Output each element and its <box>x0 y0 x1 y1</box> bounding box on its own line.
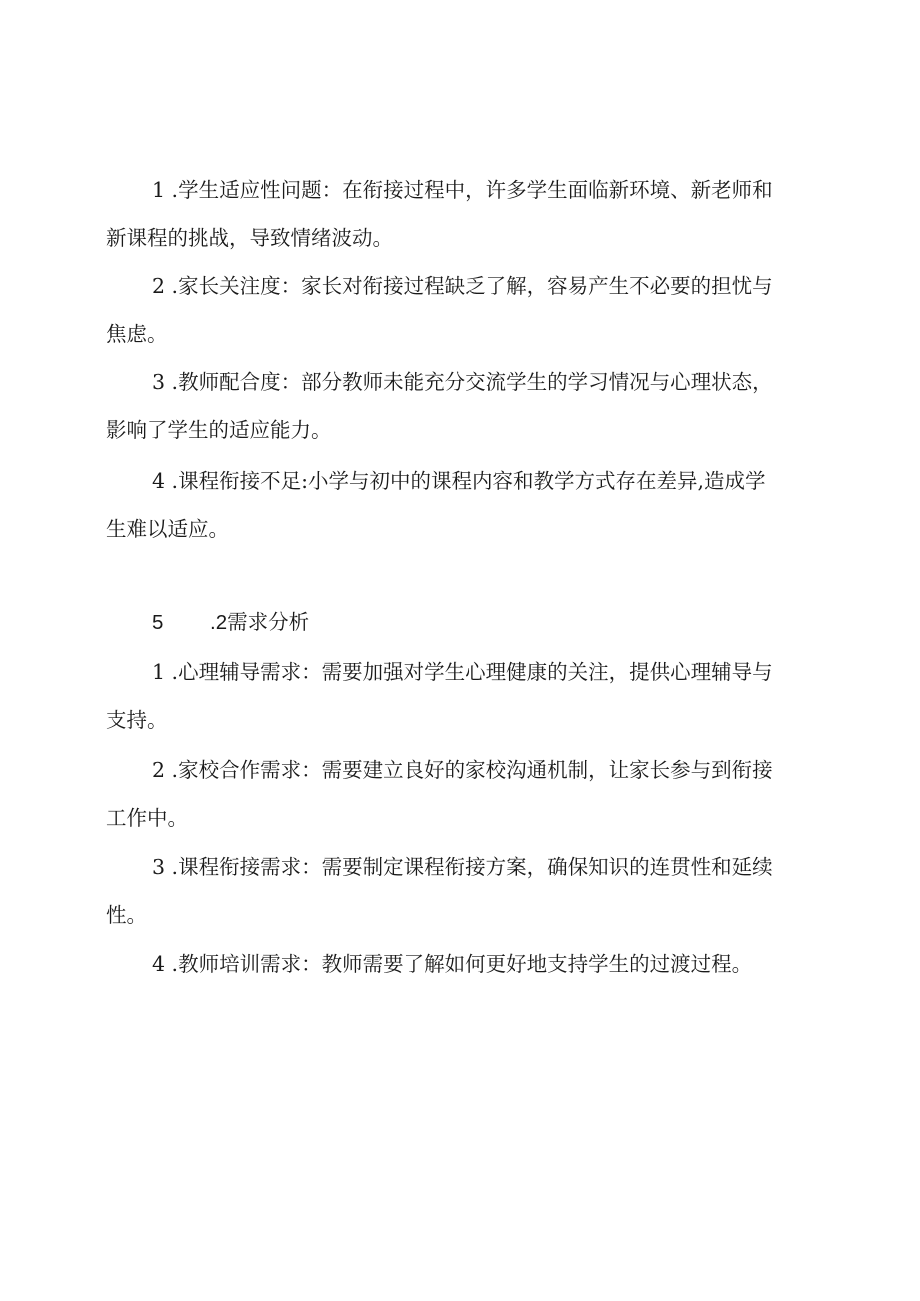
need-2-line-1: 2 .家校合作需求：需要建立良好的家校沟通机制，让家长参与到衔接 <box>152 758 773 782</box>
section-heading <box>152 602 309 643</box>
section-number: 5 <box>152 611 164 634</box>
need-4-line-1: 4 .教师培训需求：教师需要了解如何更好地支持学生的过渡过程。 <box>152 952 753 976</box>
need-paragraph-1 <box>106 648 818 744</box>
issue-2-line-1: 2 .家长关注度：家长对衔接过程缺乏了解，容易产生不必要的担忧与 <box>152 274 773 298</box>
need-1-line-1: 1 .心理辅导需求：需要加强对学生心理健康的关注，提供心理辅导与 <box>152 660 773 684</box>
issue-paragraph-2 <box>106 262 818 358</box>
need-paragraph-4 <box>106 940 818 988</box>
need-3-line-2: 性。 <box>106 903 147 927</box>
issue-1-line-1: 1 .学生适应性问题：在衔接过程中，许多学生面临新环境、新老师和 <box>152 178 773 202</box>
issue-paragraph-1 <box>106 166 818 262</box>
need-2-line-2: 工作中。 <box>106 806 188 830</box>
issue-paragraph-4 <box>106 457 818 553</box>
issue-1-line-2: 新课程的挑战，导致情绪波动。 <box>106 226 393 250</box>
issue-4-line-1: 4 .课程衔接不足:小学与初中的课程内容和教学方式存在差异,造成学 <box>152 469 766 493</box>
section-title: .2需求分析 <box>210 611 310 634</box>
issue-paragraph-3 <box>106 358 818 454</box>
need-paragraph-3 <box>106 843 818 939</box>
issue-2-line-2: 焦虑。 <box>106 322 168 346</box>
need-3-line-1: 3 .课程衔接需求：需要制定课程衔接方案，确保知识的连贯性和延续 <box>152 855 773 879</box>
need-1-line-2: 支持。 <box>106 708 168 732</box>
issue-3-line-2: 影响了学生的适应能力。 <box>106 418 332 442</box>
issue-3-line-1: 3 .教师配合度：部分教师未能充分交流学生的学习情况与心理状态， <box>152 370 773 394</box>
need-paragraph-2 <box>106 746 818 842</box>
issue-4-line-2: 生难以适应。 <box>106 517 229 541</box>
